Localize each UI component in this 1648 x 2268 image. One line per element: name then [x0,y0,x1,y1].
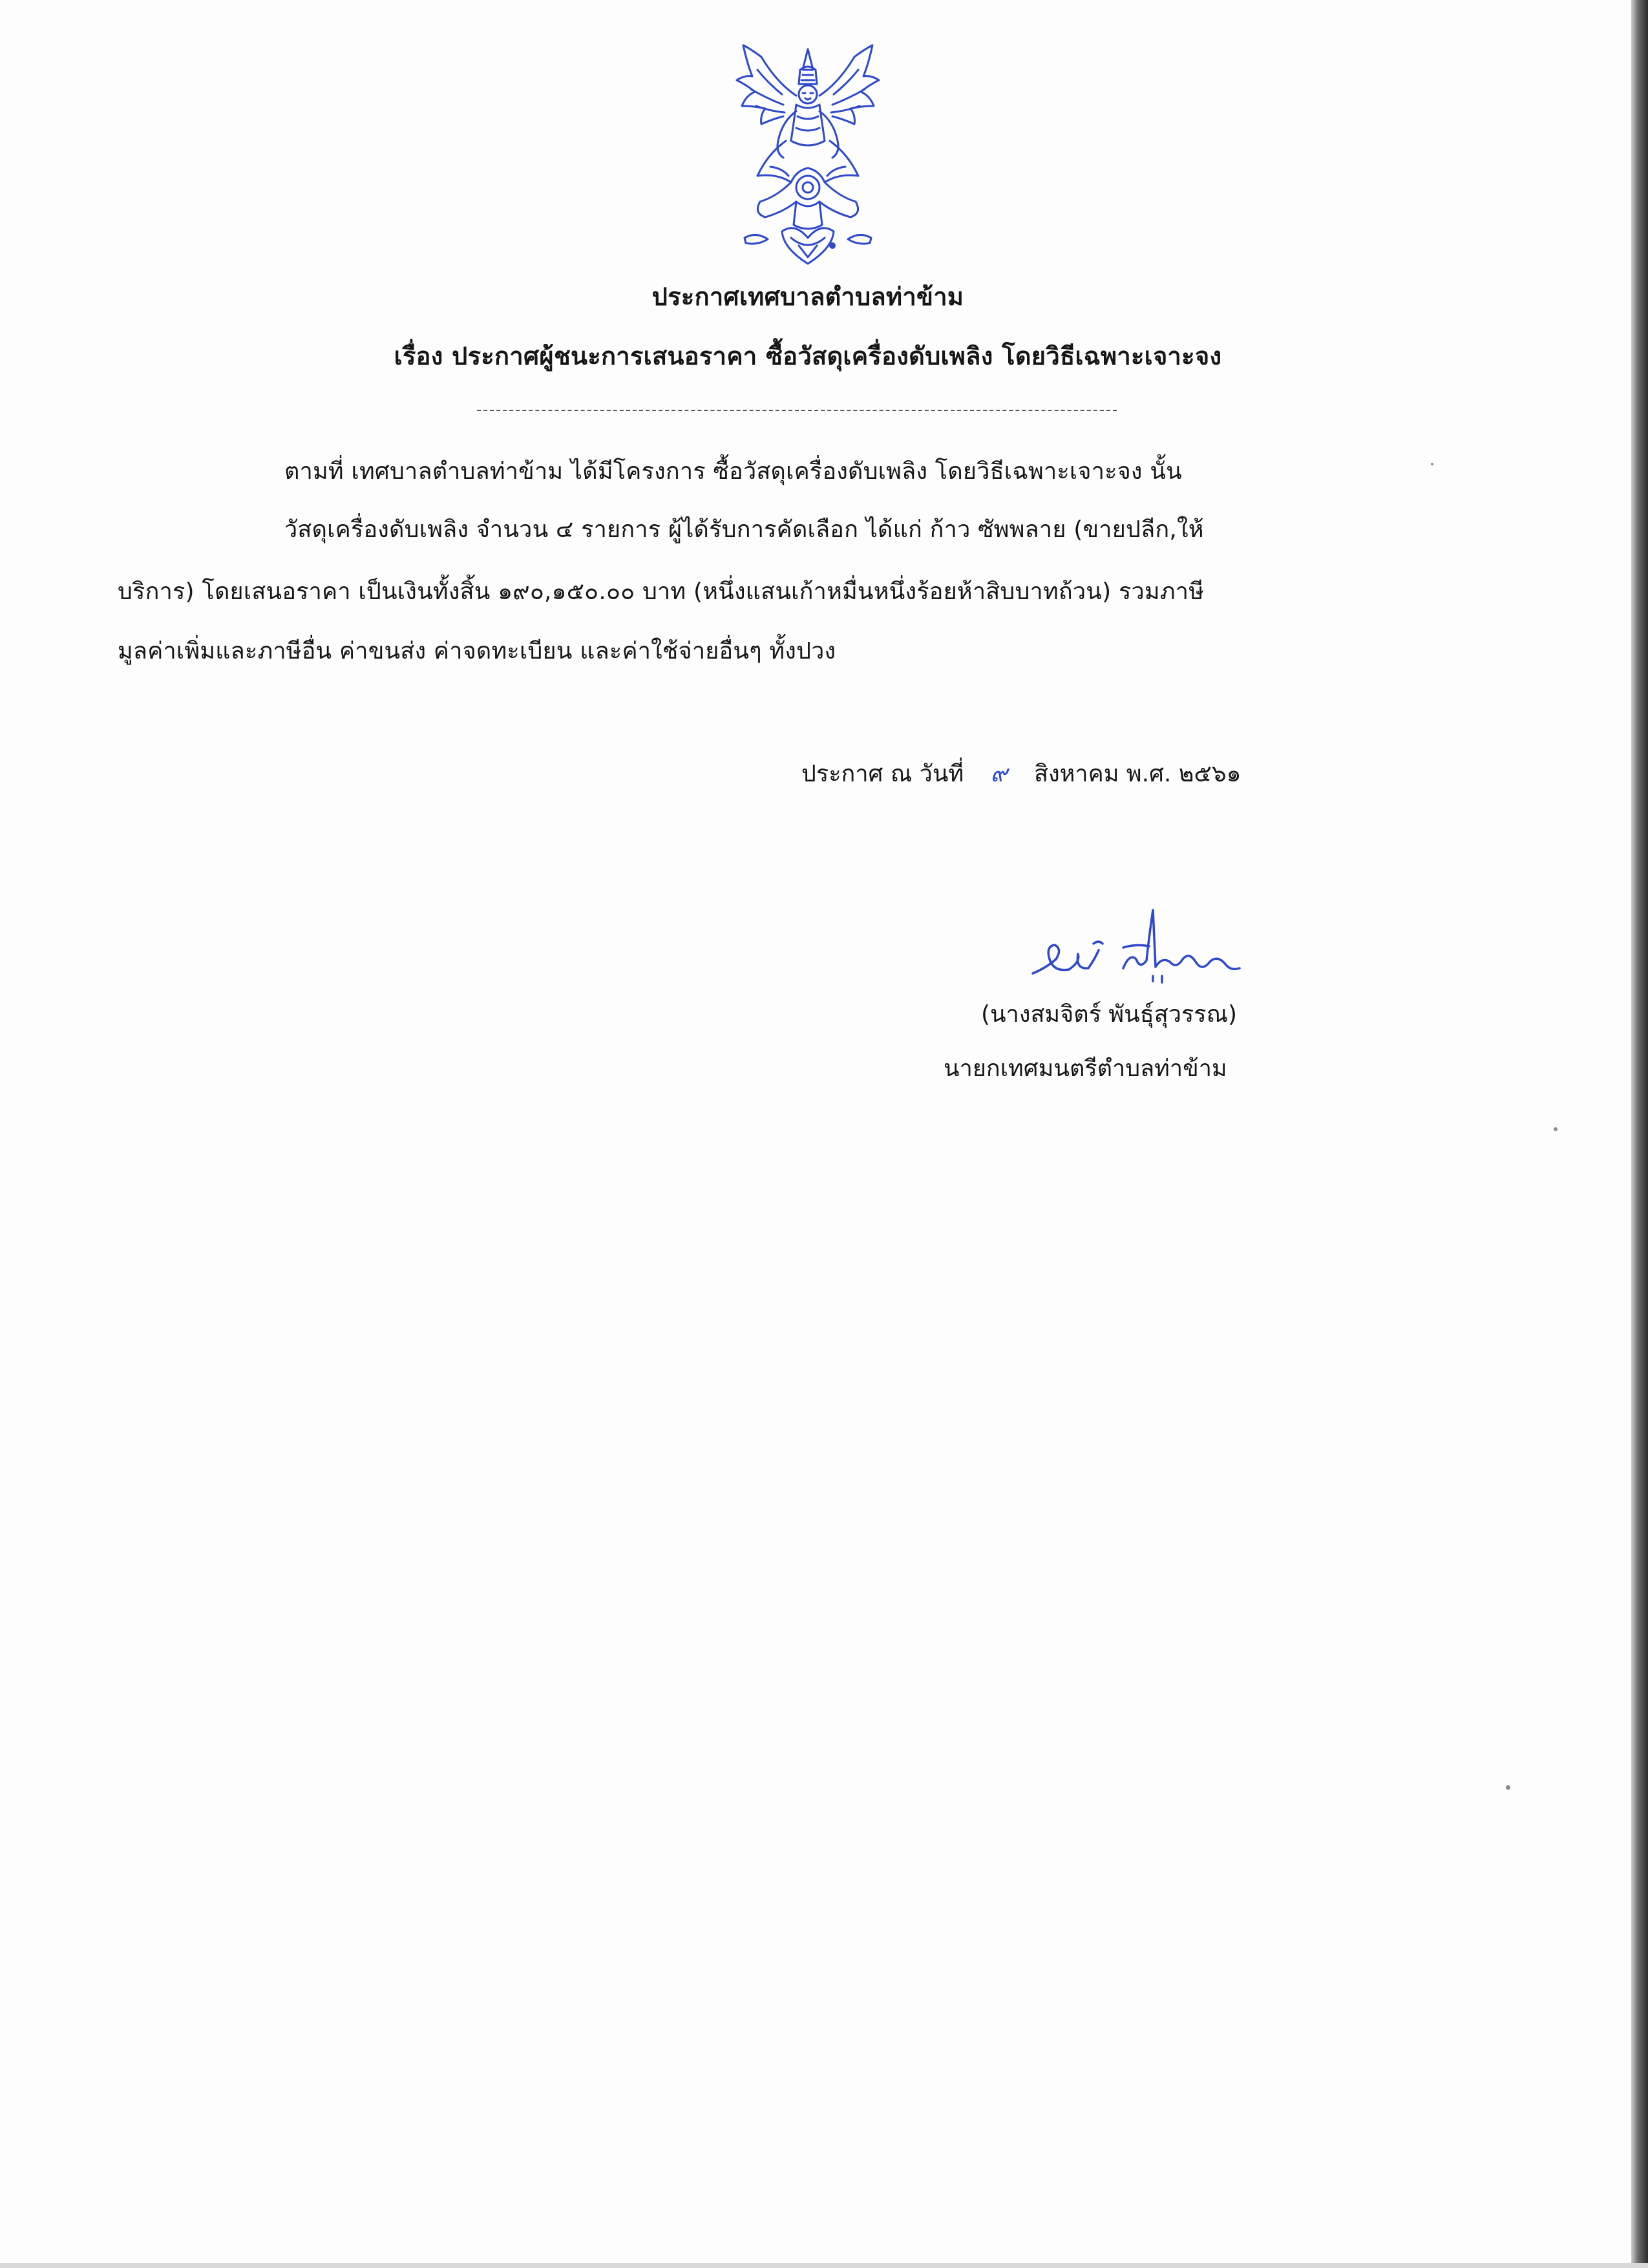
scan-edge [1631,0,1648,2268]
signer-name: (นางสมจิตร์ พันธุ์สุวรรณ) [981,1001,1238,1028]
handwritten-signature-icon [1026,897,1246,988]
body-line-1: ตามที่ เทศบาลตำบลท่าข้าม ได้มีโครงการ ซื้อวัสดุเครื่องดับเพลิง โดยวิธีเฉพาะเจาะจง นั้น [284,458,1182,485]
scan-speck [1431,463,1433,465]
heading-separator [477,410,1117,411]
document-heading: ประกาศเทศบาลตำบลท่าข้าม [651,282,964,311]
signer-position: นายกเทศมนตรีตำบลท่าข้าม [944,1055,1227,1082]
body-line-2: วัสดุเครื่องดับเพลิง จำนวน ๔ รายการ ผู้ได้รับการคัดเลือก ได้แก่ ก้าว ซัพพลาย (ขายปลีก,ให้ [284,516,1204,543]
document-subject: เรื่อง ประกาศผู้ชนะการเสนอราคา ซื้อวัสดุเครื่องดับเพลิง โดยวิธีเฉพาะเจาะจง [394,342,1222,370]
date-prefix: ประกาศ ณ วันที่ [801,761,964,787]
date-day-handwritten: ๙ [990,761,1008,787]
scan-speck [1554,1127,1558,1131]
scan-edge-bottom [0,2263,1648,2268]
body-line-3: บริการ) โดยเสนอราคา เป็นเงินทั้งสิ้น ๑๙๐,๑๕๐.๐๐ บาท (หนึ่งแสนเก้าหมื่นหนึ่งร้อยห้าสิบบาทถ้วน) รวมภาษี [118,578,1205,605]
body-line-4: มูลค่าเพิ่มและภาษีอื่น ค่าขนส่ง ค่าจดทะเบียน และค่าใช้จ่ายอื่นๆ ทั้งปวง [118,638,836,664]
date-month-year: สิงหาคม พ.ศ. ๒๕๖๑ [1034,761,1241,787]
scan-speck [1506,1785,1510,1790]
announcement-date [801,755,1241,792]
garuda-emblem-icon [706,44,910,274]
